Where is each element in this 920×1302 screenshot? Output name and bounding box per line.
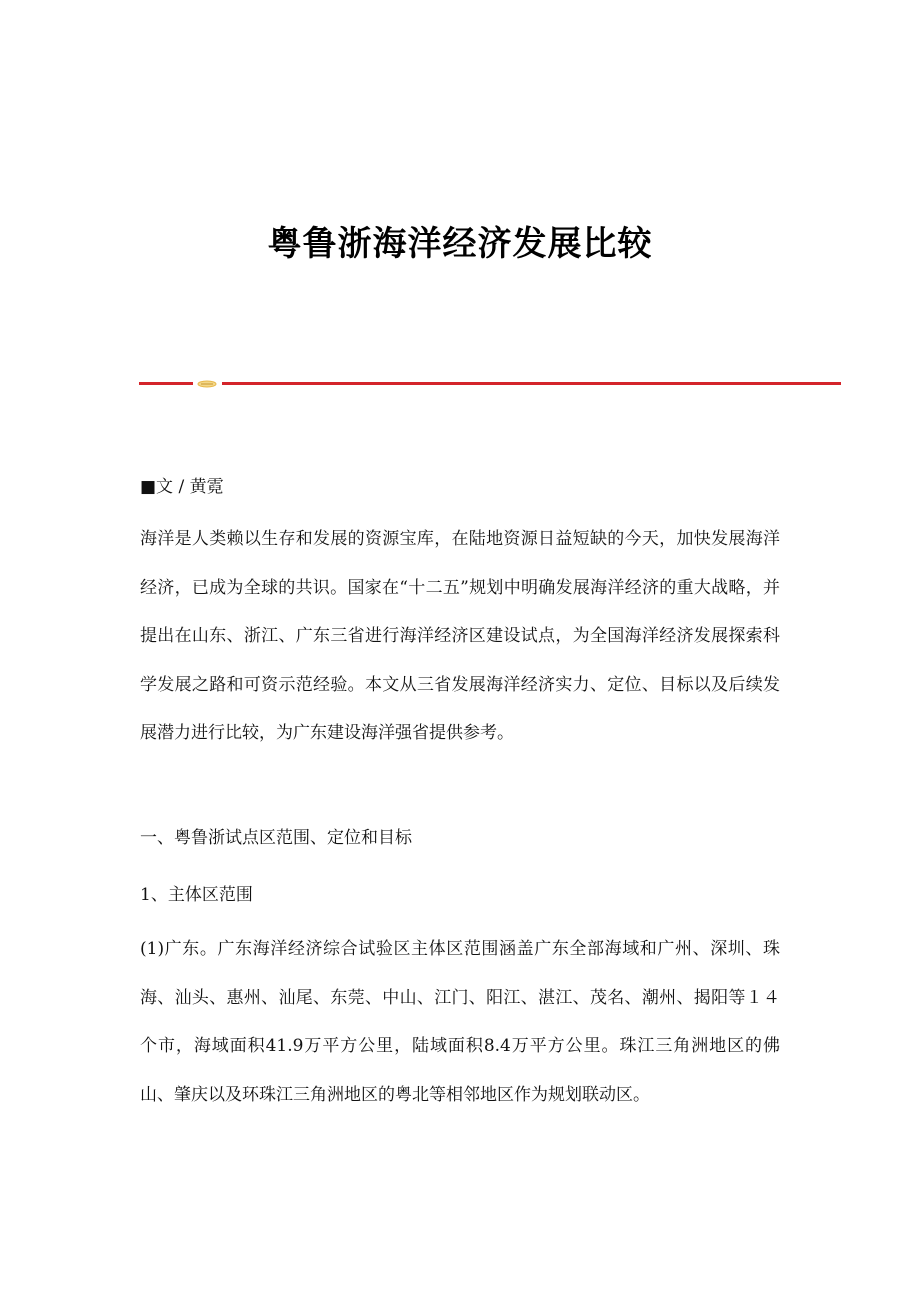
body-paragraph: (1)广东。广东海洋经济综合试验区主体区范围涵盖广东全部海域和广州、深圳、珠海、汕头、惠州、汕尾、东莞、中山、江门、阳江、湛江、茂名、潮州、揭阳等１４个市，海域面积41.9万平方公里，陆域面积8.4万平方公里。珠江三角洲地区的佛山、肇庆以及环珠江三角洲地区的粤北等相邻地区作为规划联动区。: [140, 939, 780, 1105]
page-title: 粤鲁浙海洋经济发展比较: [267, 224, 653, 264]
divider-bar-left: [139, 382, 193, 385]
section-heading: 一、粤鲁浙试点区范围、定位和目标: [140, 828, 412, 848]
subsection-heading: 1、主体区范围: [140, 885, 253, 905]
divider-bar-right: [222, 382, 841, 385]
divider-ornament-icon: [197, 380, 217, 388]
author-byline: ■文 / 黄霓: [140, 477, 224, 497]
intro-paragraph: 海洋是人类赖以生存和发展的资源宝库，在陆地资源日益短缺的今天，加快发展海洋经济，已成为全球的共识。国家在“十二五”规划中明确发展海洋经济的重大战略，并提出在山东、浙江、广东三省进行海洋经济区建设试点，为全国海洋经济发展探索科学发展之路和可资示范经验。本文从三省发展海洋经济实力、定位、目标以及后续发展潜力进行比较，为广东建设海洋强省提供参考。: [140, 529, 780, 743]
decorative-divider: [139, 380, 841, 388]
